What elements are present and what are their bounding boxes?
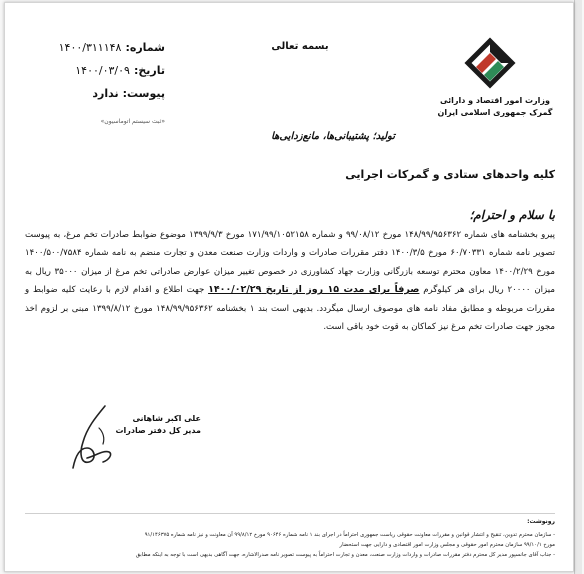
date-label: تاریخ: <box>133 64 165 77</box>
attachment-label: پیوست: <box>122 87 165 100</box>
date-value: ۱۴۰۰/۰۳/۰۹ <box>75 64 130 77</box>
cc-item: مورخ ۹۹/۱۰/۱ سازمان محترم امور حقوقی و مجلس وزارت امور اقتصادی و دارایی جهت استحضار <box>339 542 555 548</box>
cc-item: - سازمان محترم تدوین، تنقیح و انتشار قوانین و مقررات معاونت حقوقی ریاست جمهوری احتراماً در اجرای بند ۱ نامه شماره ۹۰۶۴۶ مورخ ۹۹/۸/۱۲ آن معاونت و نیز نامه شماره ۹۱/۱۴۶۳۷۵ <box>144 532 555 538</box>
customs-logo-icon <box>460 33 520 93</box>
letter-meta <box>25 41 165 125</box>
ministry-line-2: گمرک جمهوری اسلامی ایران <box>437 108 553 117</box>
body-highlight: صرفاً برای مدت ۱۵ روز از تاریخ ۱۴۰۰/۰۲/۲۹ <box>208 284 420 296</box>
official-letter <box>4 2 574 572</box>
handwritten-signature-icon <box>65 398 125 478</box>
signatory-title: مدیر کل دفتر صادرات <box>115 426 201 435</box>
ministry-name <box>435 95 555 119</box>
bismillah-heading: بسمه تعالی <box>271 41 329 52</box>
automation-note: «ثبت سیستم اتوماسیون» <box>100 118 165 125</box>
cc-item: - جناب آقای جانسپور مدیر کل محترم دفتر مقررات صادرات و واردات وزارت صنعت، معدن و تجارت احتراماً به پیوست تصویر نامه صدرالاشاره، جهت آگاهی بدیهی است با توجه به اینکه مطابق <box>135 552 555 558</box>
signatory-name: علی اکبر شاهانی <box>132 414 201 423</box>
cc-label: رونوشت: <box>527 518 555 525</box>
letter-greeting: با سلام و احترام؛ <box>469 208 555 222</box>
attachment-value: ندارد <box>92 87 119 100</box>
ministry-line-1: وزارت امور اقتصاد و دارائی <box>440 96 550 105</box>
letter-date <box>25 64 165 87</box>
number-value: ۱۴۰۰/۳۱۱۱۴۸ <box>58 41 122 54</box>
letter-number <box>25 41 165 64</box>
body-part-1: پیرو بخشنامه های شماره ۱۴۸/۹۹/۹۵۶۳۶۲ مورخ ۹۹/۰۸/۱۲ و شماره ۱۷۱/۹۹/۱۰۵۲۱۵۸ مورخ ۱۳۹۹/۹/۳ موضوع ضوابط صادرات تخم مرغ، به پیوست تصویر نامه شماره ۶۰/۷۰۳۳۱ مورخ ۱۴۰۰/۳/۵ دفتر مقررات صادرات و واردات وزارت صنعت معدن و تجارت منضم به نامه شماره ۱۴۰۰/۵۰۰/۷۵۸۴ مورخ ۱۴۰۰/۲/۲۹ معاون محترم توسعه بازرگانی وزارت جهاد کشاورزی در خصوص تغییر میزان عوارض صادراتی تخم مرغ از میزان ۳۵۰۰۰ ریال به میزان ۲۰۰۰۰ ریال برای هر کیلوگرم <box>25 230 555 296</box>
letter-body <box>25 226 555 336</box>
body-part-2: جهت اطلاع و اقدام لازم با رعایت کلیه ضوابط و مقررات مربوطه و مطابق مفاد نامه های موصوف ارسال میگردد. بدیهی است بند ۱ بخشنامه ۱۴۸/۹۹/۹۵۶۳۶۲ مورخ ۱۳۹۹/۸/۱۲ مبنی بر لزوم اخذ مجوز جهت صادرات تخم مرغ نیز کماکان به قوت خود باقی است. <box>25 285 555 333</box>
letter-recipient: کلیه واحدهای ستادی و گمرکات اجرایی <box>345 168 555 181</box>
document-scroll-edge <box>574 0 582 574</box>
letter-subject: تولید؛ پشتیبانی‌ها، مانع‌زدایی‌ها <box>271 131 395 142</box>
cc-list <box>25 530 555 560</box>
letter-attachment <box>25 87 165 110</box>
number-label: شماره: <box>125 41 165 54</box>
cc-divider <box>25 513 555 514</box>
